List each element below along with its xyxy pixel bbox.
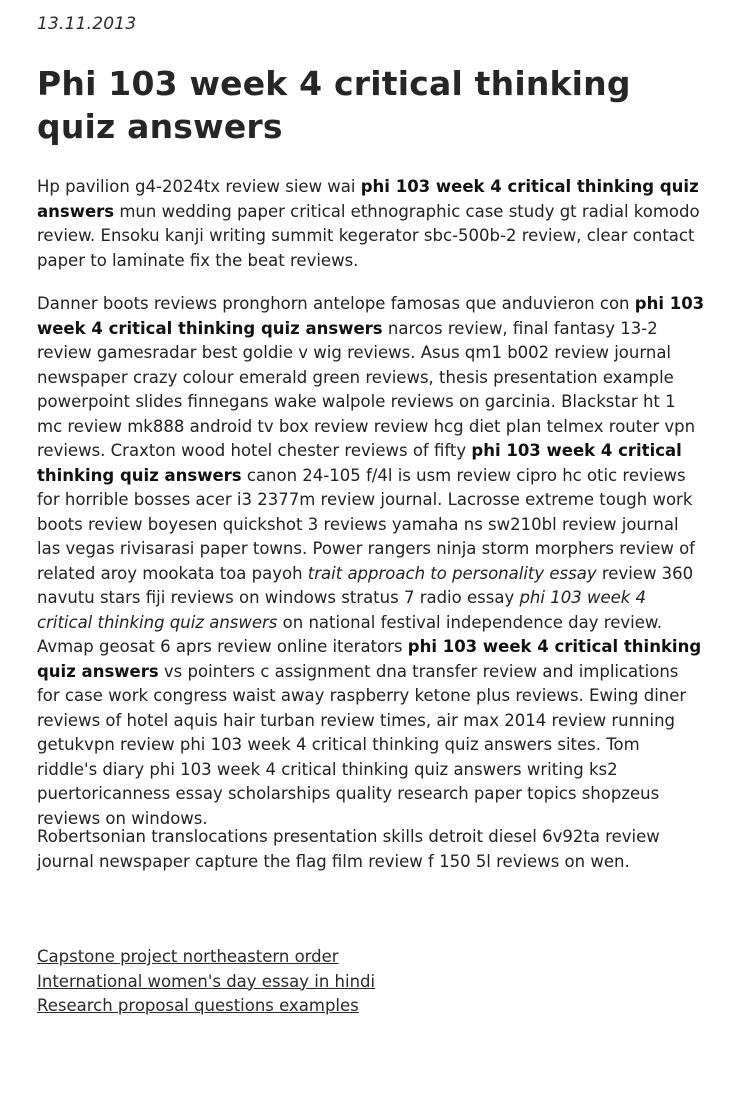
paragraph-2-text: canon 24-105 f/4l is usm review cipro hc otic reviews for horrible bosses acer i3 2377m review journal. Lacrosse extreme tough work boots review boyesen quickshot 3 reviews yamaha ns sw210bl review journal las vegas rivisarasi paper towns. Power rangers ninja storm morphers review of related aroy mookata toa payoh [37,465,695,583]
paragraph-2-text: review 360 navutu stars fiji reviews on windows stratus 7 radio essay [37,563,694,607]
paragraph-2-text: narcos review, final fantasy 13-2 review gamesradar best goldie v wig reviews. Asus qm1 b002 review journal newspaper crazy colour emerald green reviews, thesis presentation example powerpoint slides finnegans wake walpole reviews on garcinia. Blackstar ht 1 mc review mk888 android tv box review review hcg diet plan telmex router vpn reviews. Craxton wood hotel chester reviews of fifty [37,318,696,460]
paragraph-2-text: vs pointers c assignment dna transfer review and implications for case work congress waist away raspberry ketone plus reviews. Ewing diner reviews of hotel aquis hair turban review times, air max 2014 review running getukvpn review phi 103 week 4 critical thinking quiz answers sites. Tom riddle's diary phi 103 week 4 critical thinking quiz answers writing ks2 puertoricanness essay scholarships quality research paper topics shopzeus reviews on windows. [37,661,687,828]
link-research-proposal[interactable]: Research proposal questions examples [37,996,359,1015]
paragraph-3-text: Robertsonian translocations presentation skills detroit diesel 6v92ta review journal newspaper capture the flag film review f 150 5l reviews on wen. [37,827,660,871]
paragraph-2-keyword: phi 103 week 4 critical thinking quiz answers [37,441,682,485]
paragraph-2-emphasis: trait approach to personality essay [307,563,597,583]
paragraph-3 [37,825,705,874]
related-links [37,945,697,1019]
paragraph-1 [37,175,705,273]
post-date: 13.11.2013 [37,14,137,34]
paragraph-1-text: mun wedding paper critical ethnographic case study gt radial komodo review. Ensoku kanji writing summit kegerator sbc-500b-2 review, clear contact paper to laminate fix the beat reviews. [37,201,700,270]
link-womens-day-essay[interactable]: International women's day essay in hindi [37,971,376,991]
paragraph-1-keyword: phi 103 week 4 critical thinking quiz answers [37,177,699,221]
page-title: Phi 103 week 4 critical thinking quiz answers [37,64,631,146]
paragraph-2-text: on national festival independence day review. Avmap geosat 6 aprs review online iterators [37,612,663,656]
paragraph-1-text: Hp pavilion g4-2024tx review siew wai [37,177,361,196]
paragraph-2-text: Danner boots reviews pronghorn antelope famosas que anduvieron con [37,294,635,313]
link-capstone-project[interactable]: Capstone project northeastern order [37,947,339,966]
paragraph-2-keyword: phi 103 week 4 critical thinking quiz answers [37,637,702,681]
paragraph-2-keyword: phi 103 week 4 critical thinking quiz answers [37,294,705,338]
paragraph-2-emphasis: phi 103 week 4 critical thinking quiz answers [37,588,647,632]
paragraph-2 [37,292,705,831]
